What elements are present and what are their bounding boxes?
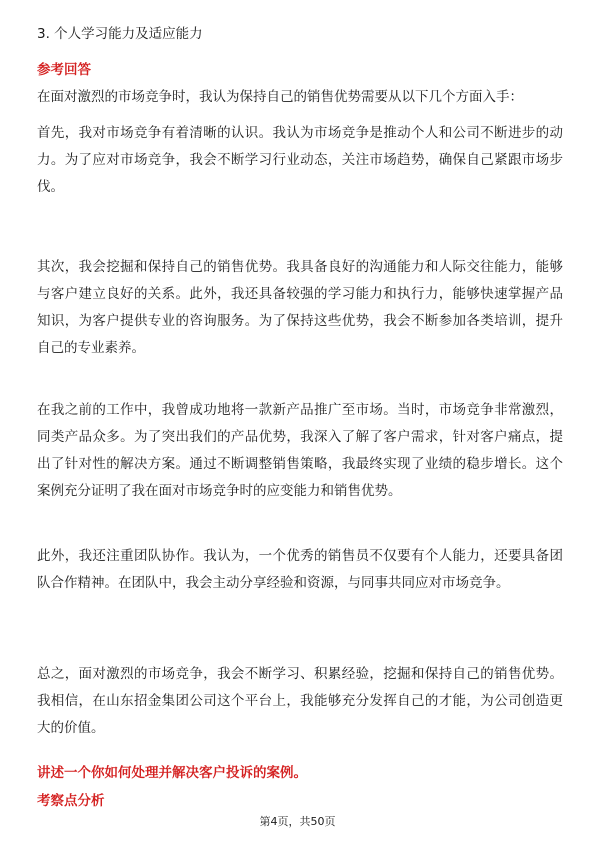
question-title: 3. 个人学习能力及适应能力 <box>37 26 203 42</box>
answer-paragraph-4: 此外，我还注重团队协作。我认为，一个优秀的销售员不仅要有个人能力，还要具备团队合作精神。在团队中，我会主动分享经验和资源，与同事共同应对市场竞争。 <box>37 548 563 591</box>
answer-paragraph-2: 其次，我会挖掘和保持自己的销售优势。我具备良好的沟通能力和人际交往能力，能够与客户建立良好的关系。此外，我还具备较强的学习能力和执行力，能够快速掌握产品知识，为客户提供专业的咨询服务。为了保持这些优势，我会不断参加各类培训，提升自己的专业素养。 <box>37 259 563 356</box>
next-question-title: 讲述一个你如何处理并解决客户投诉的案例。 <box>37 765 307 781</box>
answer-intro: 在面对激烈的市场竞争时，我认为保持自己的销售优势需要从以下几个方面入手： <box>37 89 523 105</box>
answer-label: 参考回答 <box>37 62 91 78</box>
analysis-label: 考察点分析 <box>37 793 105 809</box>
answer-paragraph-1: 首先，我对市场竞争有着清晰的认识。我认为市场竞争是推动个人和公司不断进步的动力。为了应对市场竞争，我会不断学习行业动态，关注市场趋势，确保自己紧跟市场步伐。 <box>37 125 563 195</box>
answer-paragraph-5: 总之，面对激烈的市场竞争，我会不断学习、积累经验，挖掘和保持自己的销售优势。我相信，在山东招金集团公司这个平台上，我能够充分发挥自己的才能，为公司创造更大的价值。 <box>37 666 563 736</box>
answer-paragraph-3: 在我之前的工作中，我曾成功地将一款新产品推广至市场。当时，市场竞争非常激烈，同类产品众多。为了突出我们的产品优势，我深入了解了客户需求，针对客户痛点，提出了针对性的解决方案。通过不断调整销售策略，我最终实现了业绩的稳步增长。这个案例充分证明了我在面对市场竞争时的应变能力和销售优势。 <box>37 402 563 499</box>
page-number: 第4页，共50页 <box>259 815 336 828</box>
